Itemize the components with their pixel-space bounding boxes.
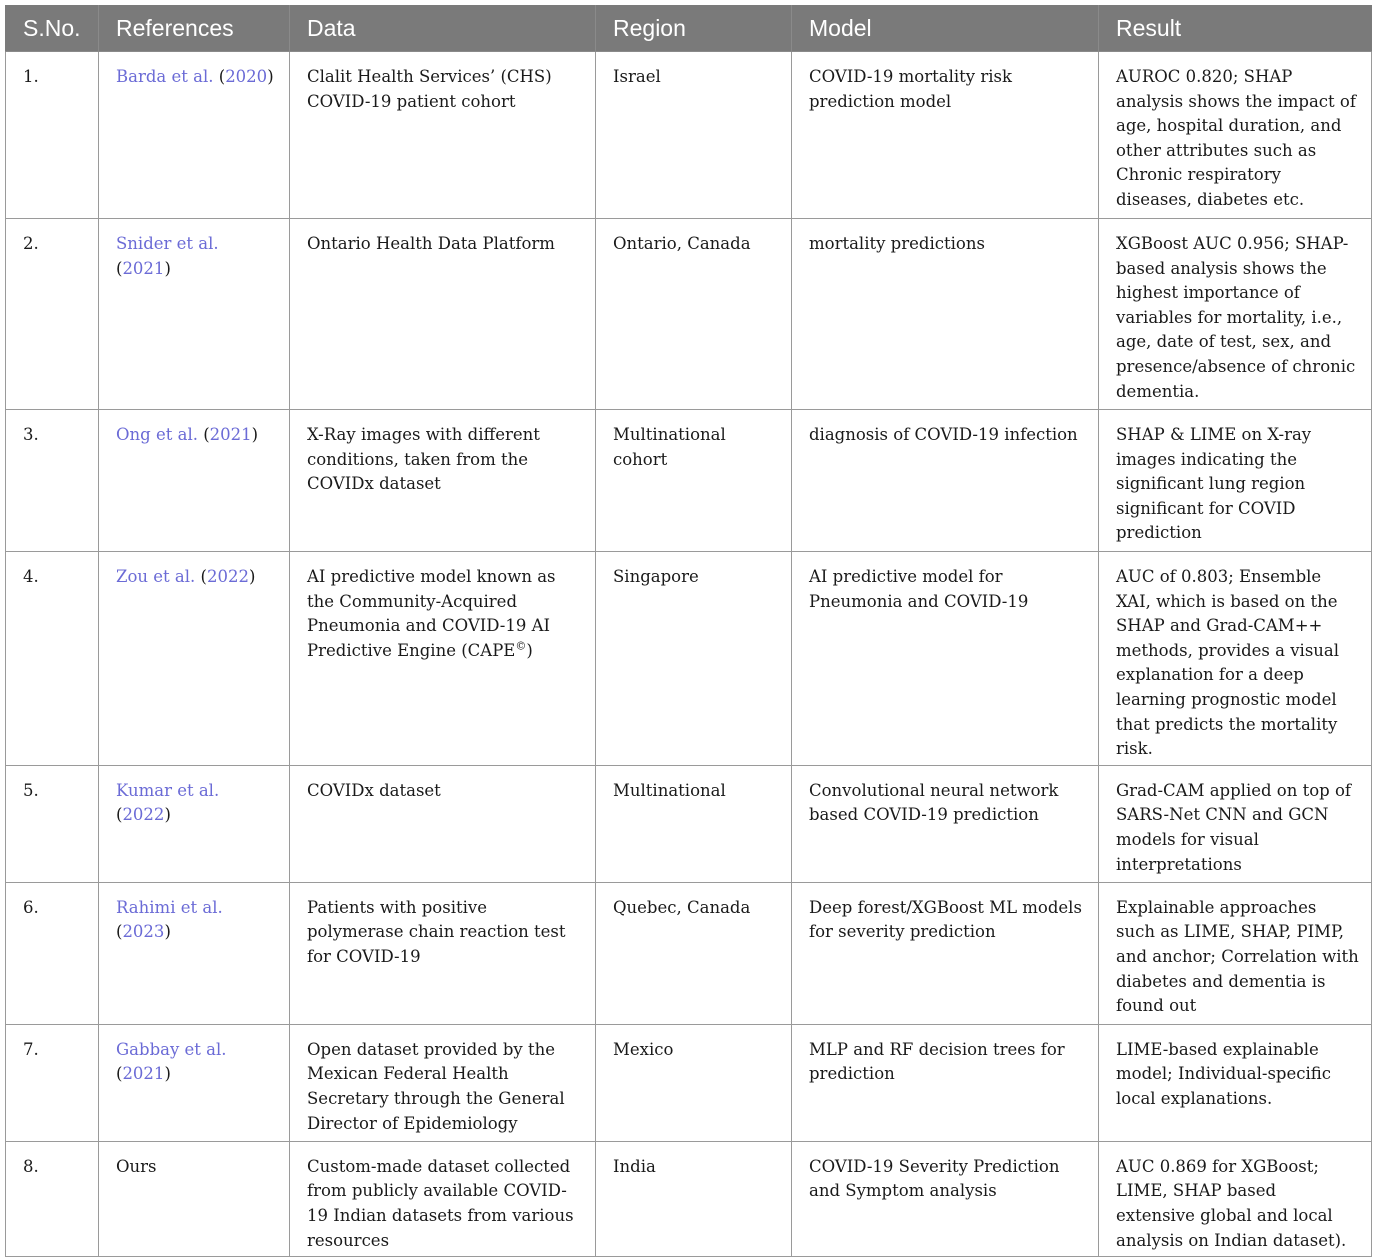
cell-result: Grad-CAM applied on top of SARS-Net CNN and GCN models for visual interpretations xyxy=(1099,765,1372,882)
cell-result: SHAP & LIME on X-ray images indicating the significant lung region significant for COVID prediction xyxy=(1099,410,1372,552)
table-row xyxy=(6,552,1372,766)
cell-model: COVID-19 Severity Prediction and Symptom analysis xyxy=(792,1141,1099,1256)
cell-region: Israel xyxy=(596,52,792,219)
cell-region: Quebec, Canada xyxy=(596,882,792,1024)
table-header-row xyxy=(6,5,1372,52)
cell-result: XGBoost AUC 0.956; SHAP-based analysis shows the highest importance of variables for mortality, i.e., age, date of test, sex, and presence/absence of chronic dementia. xyxy=(1099,219,1372,410)
cell-region: India xyxy=(596,1141,792,1256)
reference-year-link[interactable]: 2021 xyxy=(122,258,165,278)
reference-year-link[interactable]: 2021 xyxy=(209,425,252,444)
cell-data: X-Ray images with different conditions, taken from the COVIDx dataset xyxy=(290,410,596,552)
cell-reference: Kumar et al. (2022) xyxy=(99,765,290,882)
cell-sno: 7. xyxy=(6,1024,99,1141)
cell-model: MLP and RF decision trees for prediction xyxy=(792,1024,1099,1141)
cell-reference: Ours xyxy=(99,1141,290,1256)
header-references: References xyxy=(99,5,290,52)
header-sno: S.No. xyxy=(6,5,99,52)
cell-model: Convolutional neural network based COVID-19 prediction xyxy=(792,765,1099,882)
table-row xyxy=(6,1141,1372,1256)
reference-year-link[interactable]: 2021 xyxy=(122,1064,165,1084)
reference-author-link[interactable]: Kumar et al. xyxy=(116,780,220,800)
cell-data: Patients with positive polymerase chain reaction test for COVID-19 xyxy=(290,882,596,1024)
cell-reference: Zou et al. (2022) xyxy=(99,552,290,766)
cell-sno: 8. xyxy=(6,1141,99,1256)
cell-result: AUROC 0.820; SHAP analysis shows the impact of age, hospital duration, and other attributes such as Chronic respiratory diseases, diabetes etc. xyxy=(1099,52,1372,219)
table-row xyxy=(6,410,1372,552)
comparison-table xyxy=(5,5,1372,1257)
reference-author-link[interactable]: Zou et al. xyxy=(116,567,196,586)
cell-region: Singapore xyxy=(596,552,792,766)
cell-data-close: ) xyxy=(526,640,533,660)
header-region: Region xyxy=(596,5,792,52)
cell-sno: 2. xyxy=(6,219,99,410)
cell-sno: 6. xyxy=(6,882,99,1024)
cell-model: mortality predictions xyxy=(792,219,1099,410)
reference-author-link[interactable]: Snider et al. xyxy=(116,234,219,253)
cell-result: LIME-based explainable model; Individual-specific local explanations. xyxy=(1099,1024,1372,1141)
cell-sno: 3. xyxy=(6,410,99,552)
cell-model: Deep forest/XGBoost ML models for severity prediction xyxy=(792,882,1099,1024)
header-result: Result xyxy=(1099,5,1372,52)
table-row xyxy=(6,1024,1372,1141)
cell-reference: Snider et al. (2021) xyxy=(99,219,290,410)
cell-reference: Ong et al. (2021) xyxy=(99,410,290,552)
cell-region: Multinational cohort xyxy=(596,410,792,552)
table-row xyxy=(6,765,1372,882)
cell-region: Ontario, Canada xyxy=(596,219,792,410)
cell-sno: 4. xyxy=(6,552,99,766)
reference-author-link[interactable]: Barda et al. xyxy=(116,67,214,86)
header-data: Data xyxy=(290,5,596,52)
cell-model: AI predictive model for Pneumonia and COVID-19 xyxy=(792,552,1099,766)
cell-sno: 1. xyxy=(6,52,99,219)
cell-model: COVID-19 mortality risk prediction model xyxy=(792,52,1099,219)
cell-data: Ontario Health Data Platform xyxy=(290,219,596,410)
cell-data: Clalit Health Services’ (CHS) COVID-19 patient cohort xyxy=(290,52,596,219)
table-row xyxy=(6,219,1372,410)
cell-result: AUC of 0.803; Ensemble XAI, which is based on the SHAP and Grad-CAM++ methods, provides a visual explanation for a deep learning prognostic model that predicts the mortality risk. xyxy=(1099,552,1372,766)
header-model: Model xyxy=(792,5,1099,52)
cell-data xyxy=(290,552,596,766)
copyright-superscript: © xyxy=(515,639,527,653)
reference-year-link[interactable]: 2022 xyxy=(206,567,249,586)
cell-result: Explainable approaches such as LIME, SHAP, PIMP, and anchor; Correlation with diabetes and dementia is found out xyxy=(1099,882,1372,1024)
reference-year-link[interactable]: 2023 xyxy=(122,922,165,942)
cell-data: Custom-made dataset collected from publicly available COVID-19 Indian datasets from various resources xyxy=(290,1141,596,1256)
cell-sno: 5. xyxy=(6,765,99,882)
cell-region: Multinational xyxy=(596,765,792,882)
table-row xyxy=(6,882,1372,1024)
cell-reference: Rahimi et al. (2023) xyxy=(99,882,290,1024)
cell-data: COVIDx dataset xyxy=(290,765,596,882)
cell-reference: Gabbay et al. (2021) xyxy=(99,1024,290,1141)
cell-data-text: AI predictive model known as the Community-Acquired Pneumonia and COVID-19 AI Predictive Engine (CAPE xyxy=(307,567,556,660)
cell-model: diagnosis of COVID-19 infection xyxy=(792,410,1099,552)
cell-result: AUC 0.869 for XGBoost; LIME, SHAP based extensive global and local analysis on Indian dataset). xyxy=(1099,1141,1372,1256)
cell-reference: Barda et al. (2020) xyxy=(99,52,290,219)
cell-data: Open dataset provided by the Mexican Federal Health Secretary through the General Director of Epidemiology xyxy=(290,1024,596,1141)
reference-year-link[interactable]: 2020 xyxy=(225,67,268,86)
table-row xyxy=(6,52,1372,219)
reference-author-link[interactable]: Ong et al. xyxy=(116,425,198,444)
reference-year-link[interactable]: 2022 xyxy=(122,805,165,825)
reference-author-link[interactable]: Gabbay et al. xyxy=(116,1039,227,1059)
reference-author-link[interactable]: Rahimi et al. xyxy=(116,897,223,917)
cell-region: Mexico xyxy=(596,1024,792,1141)
